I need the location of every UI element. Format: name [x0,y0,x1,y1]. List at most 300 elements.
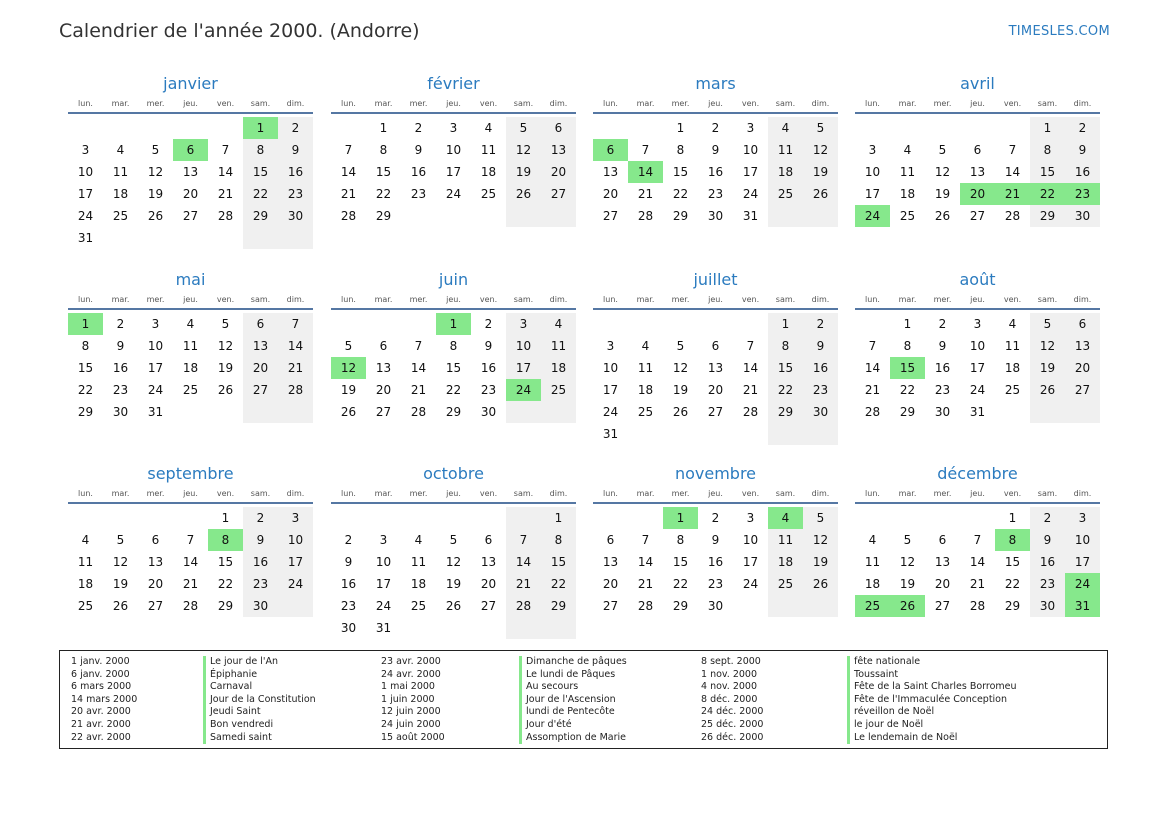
day-cell[interactable]: 16 [707,165,724,179]
day-cell[interactable]: 1 [663,507,698,529]
day-cell[interactable]: 18 [768,161,803,183]
day-cell[interactable]: 25 [77,599,94,613]
day-cell[interactable]: 18 [1004,361,1021,375]
day-cell[interactable]: 30 [480,405,497,419]
day-cell[interactable]: 19 [672,383,689,397]
day-cell[interactable]: 27 [707,405,724,419]
day-cell[interactable]: 17 [278,551,313,573]
day-cell[interactable]: 18 [182,361,199,375]
day-cell[interactable]: 20 [934,577,951,591]
day-cell[interactable]: 25 [541,379,576,401]
day-cell[interactable]: 24 [742,187,759,201]
day-cell[interactable]: 11 [1004,339,1021,353]
day-cell[interactable]: 14 [278,335,313,357]
day-cell[interactable]: 19 [445,577,462,591]
day-cell[interactable]: 4 [484,121,493,135]
day-cell[interactable]: 28 [182,599,199,613]
day-cell[interactable]: 2 [711,121,720,135]
day-cell[interactable]: 21 [637,187,654,201]
day-cell[interactable]: 9 [1030,529,1065,551]
day-cell[interactable]: 19 [217,361,234,375]
day-cell[interactable]: 7 [868,339,877,353]
day-cell[interactable]: 26 [890,595,925,617]
day-cell[interactable]: 7 [278,313,313,335]
day-cell[interactable]: 16 [480,361,497,375]
day-cell[interactable]: 15 [768,357,803,379]
day-cell[interactable]: 15 [1030,161,1065,183]
day-cell[interactable]: 20 [147,577,164,591]
day-cell[interactable]: 1 [768,313,803,335]
day-cell[interactable]: 12 [1030,335,1065,357]
day-cell[interactable]: 9 [1065,139,1100,161]
day-cell[interactable]: 17 [742,555,759,569]
day-cell[interactable]: 20 [182,187,199,201]
day-cell[interactable]: 1 [1030,117,1065,139]
day-cell[interactable]: 23 [410,187,427,201]
day-cell[interactable]: 9 [344,555,353,569]
day-cell[interactable]: 25 [410,599,427,613]
day-cell[interactable]: 17 [147,361,164,375]
day-cell[interactable]: 18 [480,165,497,179]
day-cell[interactable]: 11 [899,165,916,179]
day-cell[interactable]: 29 [1030,205,1065,227]
day-cell[interactable]: 19 [506,161,541,183]
day-cell[interactable]: 23 [480,383,497,397]
day-cell[interactable]: 2 [1065,117,1100,139]
day-cell[interactable]: 12 [803,529,838,551]
day-cell[interactable]: 18 [864,577,881,591]
day-cell[interactable]: 6 [151,533,160,547]
day-cell[interactable]: 8 [1030,139,1065,161]
day-cell[interactable]: 31 [375,621,392,635]
day-cell[interactable]: 11 [480,143,497,157]
day-cell[interactable]: 3 [151,317,160,331]
day-cell[interactable]: 19 [899,577,916,591]
day-cell[interactable]: 10 [278,529,313,551]
day-cell[interactable]: 6 [1065,313,1100,335]
day-cell[interactable]: 13 [602,165,619,179]
day-cell[interactable]: 17 [864,187,881,201]
day-cell[interactable]: 22 [541,573,576,595]
day-cell[interactable]: 10 [969,339,986,353]
day-cell[interactable]: 27 [602,209,619,223]
day-cell[interactable]: 12 [331,357,366,379]
day-cell[interactable]: 20 [707,383,724,397]
day-cell[interactable]: 3 [449,121,458,135]
day-cell[interactable]: 26 [672,405,689,419]
day-cell[interactable]: 1 [541,507,576,529]
day-cell[interactable]: 11 [768,139,803,161]
day-cell[interactable]: 13 [541,139,576,161]
day-cell[interactable]: 29 [672,209,689,223]
day-cell[interactable]: 15 [890,357,925,379]
day-cell[interactable]: 3 [973,317,982,331]
day-cell[interactable]: 7 [746,339,755,353]
day-cell[interactable]: 28 [278,379,313,401]
day-cell[interactable]: 30 [112,405,129,419]
day-cell[interactable]: 22 [77,383,94,397]
day-cell[interactable]: 25 [182,383,199,397]
day-cell[interactable]: 1 [68,313,103,335]
day-cell[interactable]: 20 [243,357,278,379]
day-cell[interactable]: 30 [1065,205,1100,227]
day-cell[interactable]: 15 [1004,555,1021,569]
day-cell[interactable]: 31 [1065,595,1100,617]
day-cell[interactable]: 24 [147,383,164,397]
day-cell[interactable]: 21 [742,383,759,397]
day-cell[interactable]: 14 [742,361,759,375]
day-cell[interactable]: 16 [1030,551,1065,573]
day-cell[interactable]: 20 [602,577,619,591]
day-cell[interactable]: 2 [116,317,125,331]
day-cell[interactable]: 13 [375,361,392,375]
day-cell[interactable]: 31 [969,405,986,419]
day-cell[interactable]: 28 [969,599,986,613]
day-cell[interactable]: 12 [147,165,164,179]
day-cell[interactable]: 15 [243,161,278,183]
day-cell[interactable]: 26 [506,183,541,205]
day-cell[interactable]: 14 [628,161,663,183]
day-cell[interactable]: 8 [449,339,458,353]
day-cell[interactable]: 12 [934,165,951,179]
day-cell[interactable]: 1 [903,317,912,331]
day-cell[interactable]: 28 [637,209,654,223]
day-cell[interactable]: 27 [969,209,986,223]
day-cell[interactable]: 2 [938,317,947,331]
day-cell[interactable]: 12 [217,339,234,353]
day-cell[interactable]: 8 [676,533,685,547]
day-cell[interactable]: 29 [375,209,392,223]
day-cell[interactable]: 19 [112,577,129,591]
day-cell[interactable]: 1 [436,313,471,335]
day-cell[interactable]: 5 [221,317,230,331]
day-cell[interactable]: 8 [541,529,576,551]
day-cell[interactable]: 9 [243,529,278,551]
day-cell[interactable]: 5 [676,339,685,353]
day-cell[interactable]: 12 [112,555,129,569]
day-cell[interactable]: 28 [340,209,357,223]
day-cell[interactable]: 20 [480,577,497,591]
day-cell[interactable]: 29 [768,401,803,423]
day-cell[interactable]: 5 [116,533,125,547]
day-cell[interactable]: 2 [803,313,838,335]
day-cell[interactable]: 24 [969,383,986,397]
day-cell[interactable]: 5 [803,507,838,529]
day-cell[interactable]: 14 [182,555,199,569]
day-cell[interactable]: 11 [637,361,654,375]
day-cell[interactable]: 25 [637,405,654,419]
day-cell[interactable]: 22 [899,383,916,397]
day-cell[interactable]: 16 [112,361,129,375]
day-cell[interactable]: 2 [278,117,313,139]
day-cell[interactable]: 19 [934,187,951,201]
day-cell[interactable]: 16 [707,555,724,569]
day-cell[interactable]: 24 [1065,573,1100,595]
day-cell[interactable]: 21 [969,577,986,591]
day-cell[interactable]: 7 [186,533,195,547]
day-cell[interactable]: 5 [803,117,838,139]
day-cell[interactable]: 22 [243,183,278,205]
day-cell[interactable]: 15 [672,165,689,179]
day-cell[interactable]: 23 [1030,573,1065,595]
day-cell[interactable]: 5 [1030,313,1065,335]
day-cell[interactable]: 9 [711,533,720,547]
day-cell[interactable]: 26 [340,405,357,419]
day-cell[interactable]: 29 [217,599,234,613]
day-cell[interactable]: 20 [1065,357,1100,379]
day-cell[interactable]: 5 [938,143,947,157]
day-cell[interactable]: 3 [1065,507,1100,529]
day-cell[interactable]: 7 [641,533,650,547]
day-cell[interactable]: 21 [217,187,234,201]
day-cell[interactable]: 25 [855,595,890,617]
day-cell[interactable]: 11 [541,335,576,357]
day-cell[interactable]: 2 [484,317,493,331]
day-cell[interactable]: 7 [414,339,423,353]
day-cell[interactable]: 28 [1004,209,1021,223]
day-cell[interactable]: 24 [602,405,619,419]
day-cell[interactable]: 10 [864,165,881,179]
day-cell[interactable]: 31 [742,209,759,223]
day-cell[interactable]: 22 [217,577,234,591]
day-cell[interactable]: 11 [112,165,129,179]
day-cell[interactable]: 21 [995,183,1030,205]
day-cell[interactable]: 23 [278,183,313,205]
day-cell[interactable]: 30 [278,205,313,227]
day-cell[interactable]: 7 [1008,143,1017,157]
day-cell[interactable]: 3 [81,143,90,157]
day-cell[interactable]: 6 [938,533,947,547]
day-cell[interactable]: 3 [746,511,755,525]
day-cell[interactable]: 23 [340,599,357,613]
day-cell[interactable]: 22 [672,187,689,201]
day-cell[interactable]: 27 [182,209,199,223]
day-cell[interactable]: 6 [484,533,493,547]
day-cell[interactable]: 28 [637,599,654,613]
day-cell[interactable]: 16 [803,357,838,379]
day-cell[interactable]: 26 [217,383,234,397]
day-cell[interactable]: 4 [186,317,195,331]
day-cell[interactable]: 9 [711,143,720,157]
day-cell[interactable]: 30 [707,599,724,613]
day-cell[interactable]: 19 [803,161,838,183]
day-cell[interactable]: 5 [903,533,912,547]
day-cell[interactable]: 15 [375,165,392,179]
day-cell[interactable]: 24 [855,205,890,227]
day-cell[interactable]: 6 [243,313,278,335]
day-cell[interactable]: 5 [506,117,541,139]
day-cell[interactable]: 10 [77,165,94,179]
day-cell[interactable]: 9 [116,339,125,353]
day-cell[interactable]: 14 [1004,165,1021,179]
day-cell[interactable]: 30 [1030,595,1065,617]
day-cell[interactable]: 1 [243,117,278,139]
day-cell[interactable]: 1 [676,121,685,135]
day-cell[interactable]: 5 [151,143,160,157]
day-cell[interactable]: 14 [864,361,881,375]
day-cell[interactable]: 23 [1065,183,1100,205]
day-cell[interactable]: 21 [506,573,541,595]
day-cell[interactable]: 27 [480,599,497,613]
day-cell[interactable]: 18 [637,383,654,397]
day-cell[interactable]: 20 [602,187,619,201]
day-cell[interactable]: 20 [375,383,392,397]
day-cell[interactable]: 30 [243,595,278,617]
day-cell[interactable]: 14 [410,361,427,375]
day-cell[interactable]: 3 [278,507,313,529]
day-cell[interactable]: 22 [672,577,689,591]
day-cell[interactable]: 17 [742,165,759,179]
day-cell[interactable]: 26 [803,573,838,595]
day-cell[interactable]: 8 [81,339,90,353]
day-cell[interactable]: 16 [1065,161,1100,183]
day-cell[interactable]: 12 [803,139,838,161]
day-cell[interactable]: 16 [340,577,357,591]
day-cell[interactable]: 27 [934,599,951,613]
day-cell[interactable]: 21 [278,357,313,379]
day-cell[interactable]: 11 [182,339,199,353]
day-cell[interactable]: 24 [278,573,313,595]
day-cell[interactable]: 29 [77,405,94,419]
day-cell[interactable]: 18 [541,357,576,379]
day-cell[interactable]: 29 [672,599,689,613]
day-cell[interactable]: 8 [768,335,803,357]
day-cell[interactable]: 28 [410,405,427,419]
day-cell[interactable]: 30 [340,621,357,635]
day-cell[interactable]: 31 [77,231,94,245]
day-cell[interactable]: 2 [243,507,278,529]
day-cell[interactable]: 22 [445,383,462,397]
day-cell[interactable]: 4 [81,533,90,547]
day-cell[interactable]: 26 [445,599,462,613]
day-cell[interactable]: 10 [742,143,759,157]
day-cell[interactable]: 29 [899,405,916,419]
day-cell[interactable]: 25 [899,209,916,223]
day-cell[interactable]: 19 [1030,357,1065,379]
day-cell[interactable]: 14 [969,555,986,569]
day-cell[interactable]: 9 [803,335,838,357]
day-cell[interactable]: 29 [1004,599,1021,613]
day-cell[interactable]: 6 [711,339,720,353]
day-cell[interactable]: 30 [934,405,951,419]
day-cell[interactable]: 13 [1065,335,1100,357]
day-cell[interactable]: 2 [414,121,423,135]
day-cell[interactable]: 21 [864,383,881,397]
day-cell[interactable]: 15 [672,555,689,569]
day-cell[interactable]: 4 [768,117,803,139]
day-cell[interactable]: 20 [541,161,576,183]
day-cell[interactable]: 3 [746,121,755,135]
day-cell[interactable]: 10 [375,555,392,569]
day-cell[interactable]: 25 [112,209,129,223]
day-cell[interactable]: 22 [1030,183,1065,205]
day-cell[interactable]: 27 [1065,379,1100,401]
day-cell[interactable]: 9 [278,139,313,161]
day-cell[interactable]: 15 [541,551,576,573]
day-cell[interactable]: 26 [934,209,951,223]
day-cell[interactable]: 11 [864,555,881,569]
day-cell[interactable]: 27 [541,183,576,205]
day-cell[interactable]: 2 [711,511,720,525]
day-cell[interactable]: 6 [541,117,576,139]
day-cell[interactable]: 28 [742,405,759,419]
day-cell[interactable]: 17 [1065,551,1100,573]
day-cell[interactable]: 26 [803,183,838,205]
day-cell[interactable]: 24 [506,379,541,401]
day-cell[interactable]: 7 [641,143,650,157]
day-cell[interactable]: 6 [173,139,208,161]
day-cell[interactable]: 8 [208,529,243,551]
day-cell[interactable]: 19 [340,383,357,397]
day-cell[interactable]: 7 [344,143,353,157]
day-cell[interactable]: 10 [506,335,541,357]
day-cell[interactable]: 9 [484,339,493,353]
day-cell[interactable]: 24 [742,577,759,591]
day-cell[interactable]: 6 [379,339,388,353]
day-cell[interactable]: 13 [243,335,278,357]
day-cell[interactable]: 2 [344,533,353,547]
day-cell[interactable]: 20 [960,183,995,205]
day-cell[interactable]: 13 [147,555,164,569]
day-cell[interactable]: 26 [112,599,129,613]
day-cell[interactable]: 23 [707,187,724,201]
day-cell[interactable]: 24 [77,209,94,223]
day-cell[interactable]: 28 [217,209,234,223]
day-cell[interactable]: 29 [243,205,278,227]
day-cell[interactable]: 21 [340,187,357,201]
day-cell[interactable]: 23 [707,577,724,591]
day-cell[interactable]: 18 [768,551,803,573]
day-cell[interactable]: 3 [506,313,541,335]
day-cell[interactable]: 26 [147,209,164,223]
day-cell[interactable]: 23 [112,383,129,397]
day-cell[interactable]: 21 [637,577,654,591]
day-cell[interactable]: 28 [506,595,541,617]
day-cell[interactable]: 27 [375,405,392,419]
day-cell[interactable]: 4 [414,533,423,547]
day-cell[interactable]: 29 [541,595,576,617]
day-cell[interactable]: 1 [221,511,230,525]
day-cell[interactable]: 27 [243,379,278,401]
day-cell[interactable]: 3 [868,143,877,157]
day-cell[interactable]: 19 [147,187,164,201]
day-cell[interactable]: 15 [77,361,94,375]
day-cell[interactable]: 27 [602,599,619,613]
day-cell[interactable]: 17 [969,361,986,375]
day-cell[interactable]: 5 [344,339,353,353]
day-cell[interactable]: 10 [147,339,164,353]
day-cell[interactable]: 10 [742,533,759,547]
day-cell[interactable]: 22 [1004,577,1021,591]
day-cell[interactable]: 8 [903,339,912,353]
day-cell[interactable]: 18 [899,187,916,201]
day-cell[interactable]: 15 [217,555,234,569]
day-cell[interactable]: 3 [379,533,388,547]
day-cell[interactable]: 25 [480,187,497,201]
day-cell[interactable]: 8 [379,143,388,157]
day-cell[interactable]: 24 [445,187,462,201]
day-cell[interactable]: 16 [243,551,278,573]
day-cell[interactable]: 7 [506,529,541,551]
day-cell[interactable]: 12 [445,555,462,569]
day-cell[interactable]: 19 [803,551,838,573]
day-cell[interactable]: 23 [934,383,951,397]
day-cell[interactable]: 12 [672,361,689,375]
day-cell[interactable]: 25 [768,183,803,205]
day-cell[interactable]: 25 [1004,383,1021,397]
day-cell[interactable]: 4 [641,339,650,353]
day-cell[interactable]: 10 [602,361,619,375]
